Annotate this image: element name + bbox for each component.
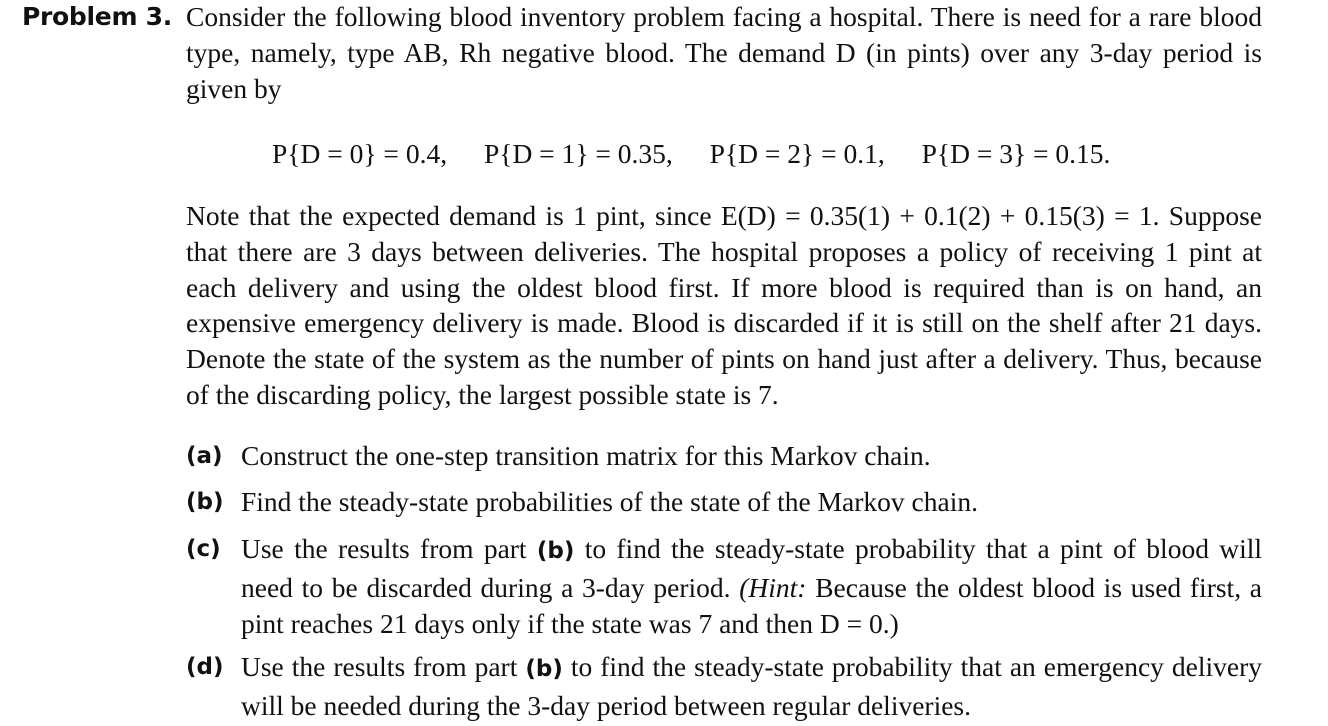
part-c-reference: (b) [536, 538, 575, 564]
part-c-hint-text: Because the oldest blood is used first, a pint reaches 21 days only if the state was 7 and then D = 0.) [241, 571, 1263, 639]
pmf-term-0: P{D = 0} = 0.4, [272, 138, 448, 169]
part-c-text-after: to find the steady-state probability that a pint of blood will need to be discarded during a 3-day period. [241, 533, 1263, 603]
part-d-reference: (b) [525, 656, 563, 682]
part-a-text: Construct the one-step transition matrix for this Markov chain. [241, 440, 931, 471]
part-d-label: (d) [186, 654, 224, 680]
problem-note-paragraph: Note that the expected demand is 1 pint, since E(D) = 0.35(1) + 0.1(2) + 0.15(3) = 1. Suppose that there are 3 days between deliveries. The hospital proposes a policy of receiving 1 pint at each delivery and using the oldest blood first. If more blood is required than is on hand, an expensive emergency delivery is made. Blood is discarded if it is still on the shelf after 21 days. Denote the state of the system as the number of pints on hand just after a delivery. Thus, because of the discarding policy, the largest possible state is 7. [186, 200, 1262, 410]
pmf-term-3: P{D = 3} = 0.15. [921, 138, 1111, 169]
part-b-label: (b) [186, 489, 224, 515]
problem-label: Problem 3. [22, 2, 172, 31]
problem-intro-paragraph: Consider the following blood inventory problem facing a hospital. There is need for a rare blood type, namely, type AB, Rh negative blood. The demand D (in pints) over any 3-day period is given by [186, 1, 1262, 104]
part-c-text-before: Use the results from part [241, 533, 527, 564]
part-b-text: Find the steady-state probabilities of the state of the Markov chain. [241, 486, 978, 517]
part-d-text-after: to find the steady-state probability that an emergency delivery will be needed during the 3-day period between regular deliveries. [241, 651, 1263, 721]
part-a-label: (a) [186, 443, 223, 469]
pmf-term-2: P{D = 2} = 0.1, [709, 138, 885, 169]
part-d-text [241, 649, 1262, 724]
pmf-term-1: P{D = 1} = 0.35, [483, 138, 673, 169]
part-c-text [241, 531, 1262, 641]
part-c-hint-label: (Hint: [739, 571, 807, 603]
part-d-text-before: Use the results from part [241, 651, 518, 682]
demand-distribution [272, 136, 1192, 172]
part-c-label: (c) [186, 536, 221, 562]
